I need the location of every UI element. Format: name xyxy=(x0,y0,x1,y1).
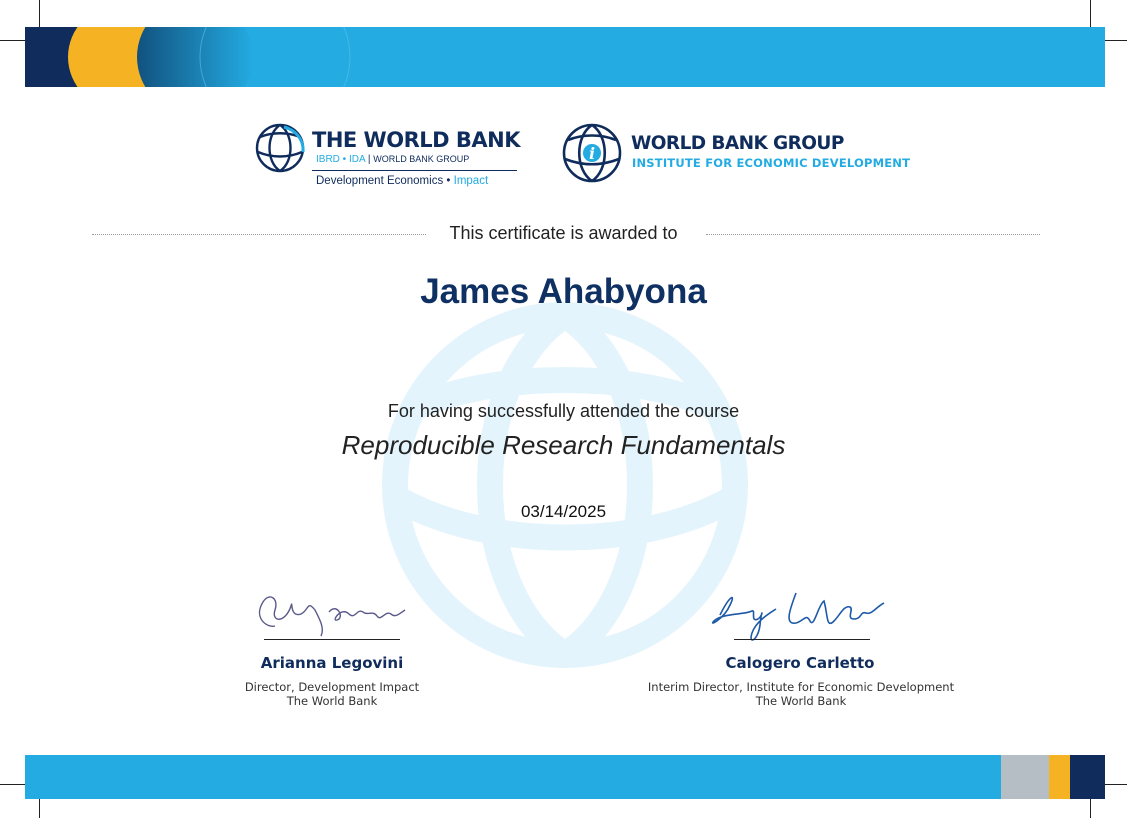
ibrd-ida-label: IBRD • IDA xyxy=(316,154,366,165)
certificate-date: 03/14/2025 xyxy=(520,502,607,521)
course-title: Reproducible Research Fundamentals xyxy=(341,430,786,460)
signature-line-1 xyxy=(264,639,400,640)
wbg-label: WORLD BANK GROUP xyxy=(373,154,470,164)
wbg-title: WORLD BANK GROUP xyxy=(631,133,844,154)
division-label: Development Economics • xyxy=(316,175,451,187)
signatory-2-org: The World Bank xyxy=(755,694,847,708)
signatory-2-name: Calogero Carletto xyxy=(725,654,875,672)
world-bank-logo xyxy=(254,120,524,192)
signatory-2-title xyxy=(601,680,1001,708)
recipient-name: James Ahabyona xyxy=(420,272,707,311)
impact-label: Impact xyxy=(453,175,489,187)
wbg-globe-icon xyxy=(561,122,623,184)
signatory-1-role: Director, Development Impact xyxy=(244,680,420,694)
accent-grey xyxy=(1001,755,1049,799)
attended-label: For having successfully attended the course xyxy=(387,401,740,421)
svg-text:i: i xyxy=(588,144,596,163)
signatory-2-role: Interim Director, Institute for Economic Development xyxy=(647,680,955,694)
bottom-accent-blocks xyxy=(1001,755,1105,799)
accent-navy xyxy=(1070,755,1105,799)
world-bank-title: THE WORLD BANK xyxy=(312,128,520,152)
signatory-1-title xyxy=(182,680,482,708)
awarded-label xyxy=(0,223,1127,244)
accent-gold xyxy=(1049,755,1070,799)
world-bank-affiliations xyxy=(316,154,469,165)
signatory-1-org: The World Bank xyxy=(286,694,378,708)
bottom-banner xyxy=(25,755,1105,799)
wbg-logo xyxy=(561,120,911,192)
banner-decoration xyxy=(25,27,1105,87)
top-banner xyxy=(25,27,1105,87)
logo-row xyxy=(0,118,1127,198)
separator: | xyxy=(367,154,374,165)
awarded-text: This certificate is awarded to xyxy=(441,223,685,243)
signature-image-carletto xyxy=(700,585,900,645)
signature-image-legovini xyxy=(245,588,425,638)
development-economics-label xyxy=(316,175,488,187)
signature-line-2 xyxy=(734,639,870,640)
wbg-subtitle: INSTITUTE FOR ECONOMIC DEVELOPMENT xyxy=(632,156,911,170)
signatory-1-name: Arianna Legovini xyxy=(260,654,404,672)
logo-divider xyxy=(312,170,517,171)
world-bank-globe-icon xyxy=(254,122,306,174)
